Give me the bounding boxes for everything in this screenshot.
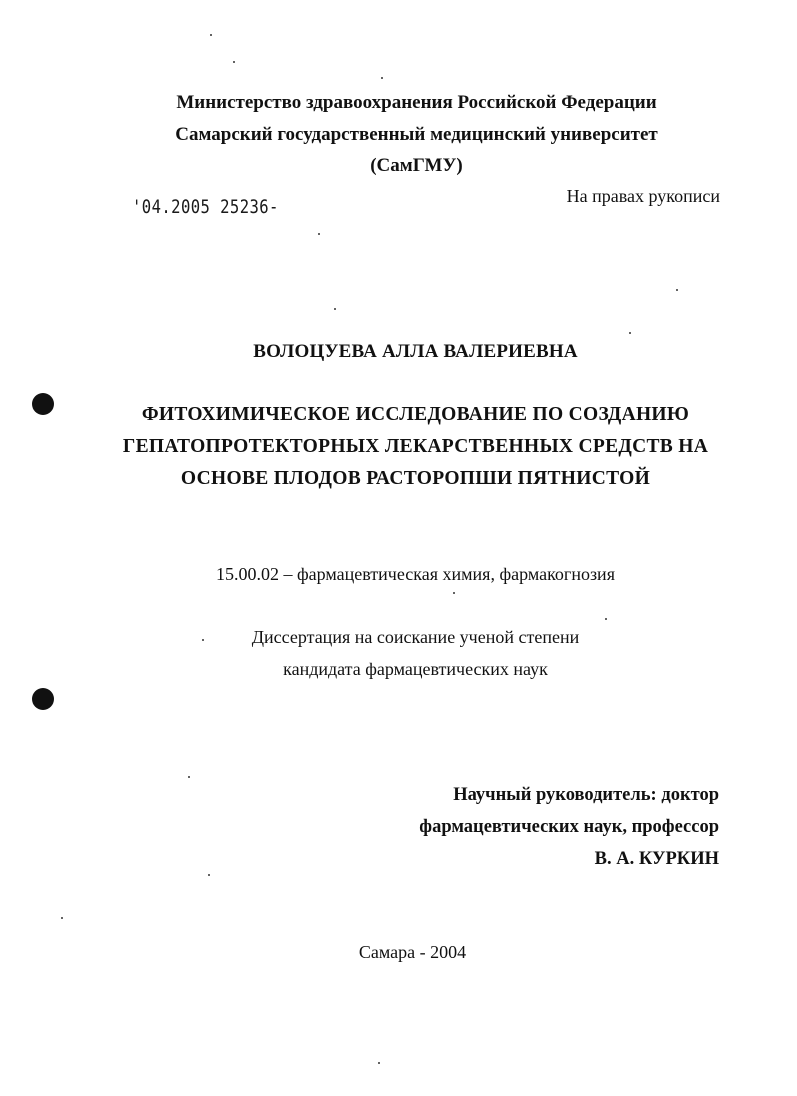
- scan-speck: [629, 332, 631, 334]
- manuscript-rights-label: На правах рукописи: [566, 186, 720, 206]
- scan-speck: [381, 77, 383, 79]
- place-year: Самара - 2004: [358, 942, 467, 962]
- thesis-title-line-2: ГЕПАТОПРОТЕКТОРНЫХ ЛЕКАРСТВЕННЫХ СРЕДСТВ НА: [122, 436, 709, 457]
- scan-speck: [61, 917, 63, 919]
- degree-line-1: Диссертация на соискание ученой степени: [251, 627, 580, 647]
- scan-speck: [334, 308, 336, 310]
- author-name: ВОЛОЦУЕВА АЛЛА ВАЛЕРИЕВНА: [253, 341, 578, 362]
- university-heading: Самарский государственный медицинский университет: [175, 124, 658, 145]
- scan-speck: [378, 1062, 380, 1064]
- scan-speck: [210, 34, 212, 36]
- scan-speck: [233, 61, 235, 63]
- scan-speck: [676, 289, 678, 291]
- scan-speck: [318, 233, 320, 235]
- ministry-heading: Министерство здравоохранения Российской Федерации: [176, 92, 657, 113]
- supervisor-name: В. А. КУРКИН: [594, 849, 719, 869]
- degree-line-2: кандидата фармацевтических наук: [283, 659, 548, 679]
- scan-speck: [208, 874, 210, 876]
- registration-stamp: '04.2005 25236-: [132, 196, 279, 218]
- scan-speck: [188, 776, 190, 778]
- punch-hole-bottom: [32, 688, 54, 710]
- thesis-title-line-1: ФИТОХИМИЧЕСКОЕ ИССЛЕДОВАНИЕ ПО СОЗДАНИЮ: [141, 404, 690, 425]
- specialty-code: 15.00.02 – фармацевтическая химия, фармакогнозия: [216, 564, 615, 584]
- university-abbreviation: (СамГМУ): [370, 155, 463, 176]
- supervisor-line-2: фармацевтических наук, профессор: [419, 817, 719, 837]
- supervisor-line-1: Научный руководитель: доктор: [453, 785, 719, 805]
- scan-speck: [453, 592, 455, 594]
- thesis-title-line-3: ОСНОВЕ ПЛОДОВ РАСТОРОПШИ ПЯТНИСТОЙ: [180, 468, 651, 489]
- scan-speck: [605, 618, 607, 620]
